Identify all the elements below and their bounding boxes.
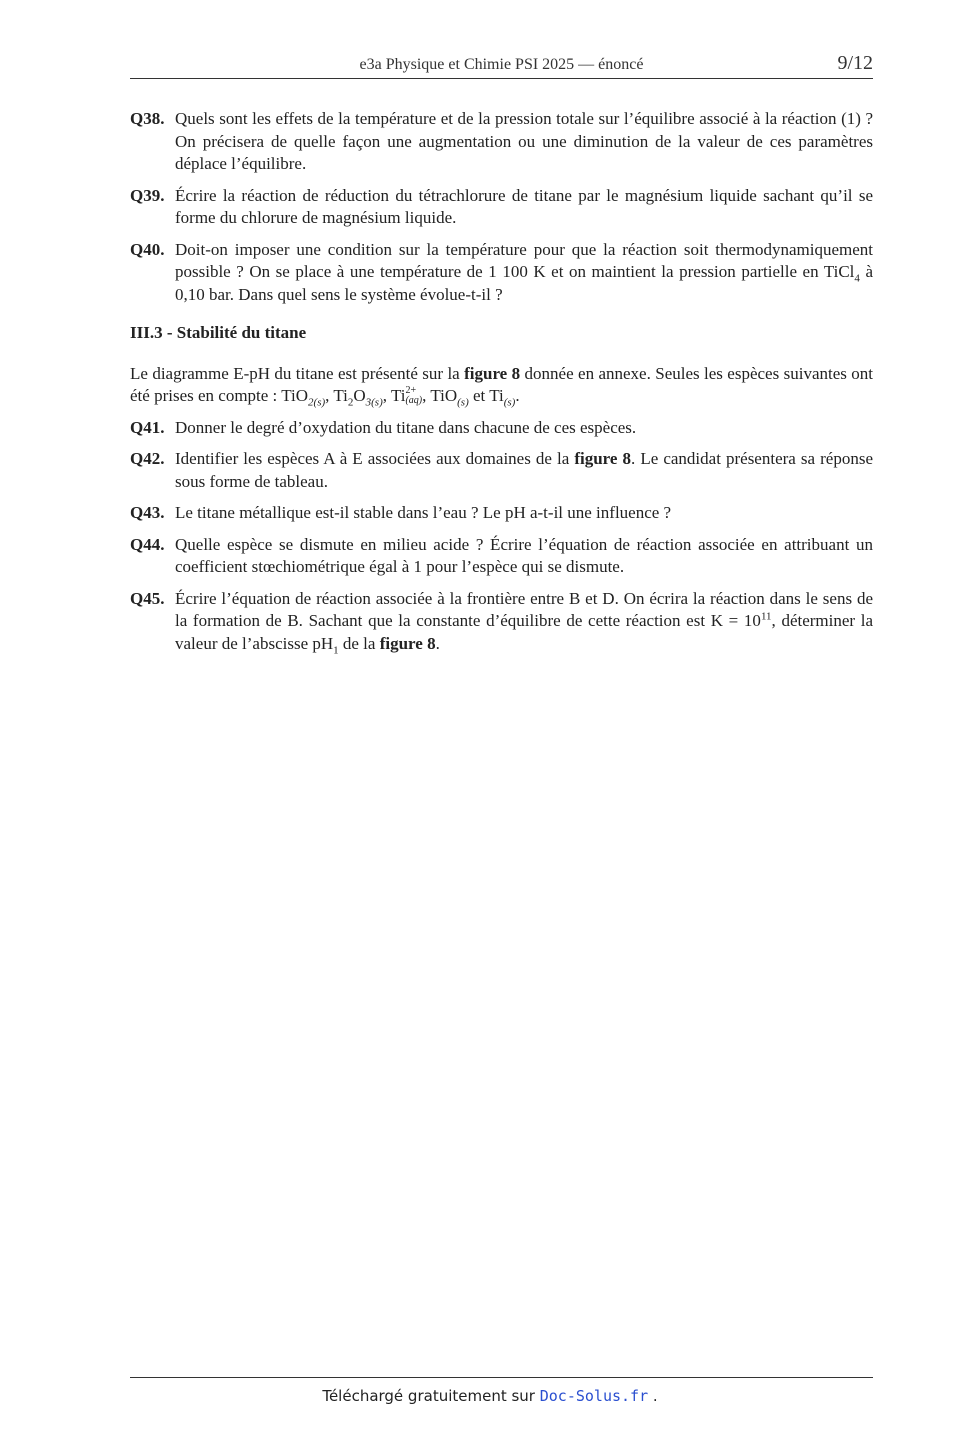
question-number: Q40. <box>130 239 165 259</box>
question-q38 <box>130 108 873 176</box>
section-intro: Le diagramme E-pH du titane est présenté sur la figure 8 donnée en annexe. Seules les espèces suivantes ont été prises en compte : TiO$_{2(s)}$, $Ti_2O_{3(s)}$, Ti 2+ (aq) , TiO$_{(s)}$ et $Ti_{(s)}$. <box>130 363 874 409</box>
page-number: 9/12 <box>837 52 873 74</box>
question-text: Quels sont les effets de la température et de la pression totale sur l’équilibre associé à la réaction (1) ? On précisera de quelle façon une augmentation ou une diminution de la valeur de ces paramètres déplace l’équilibre. <box>175 109 873 173</box>
doc-solus-link[interactable]: Doc-Solus.fr <box>539 1387 649 1405</box>
question-text: Le titane métallique est-il stable dans l’eau ? Le pH a-t-il une influence ? <box>175 503 672 522</box>
question-text: Écrire la réaction de réduction du tétrachlorure de titane par le magnésium liquide sachant qu’il se forme du chlorure de magnésium liquide. <box>175 185 873 227</box>
species-ti-aq: Ti 2+ (aq) <box>390 385 423 407</box>
species-tio2: TiO$_{2(s)}$ <box>281 386 326 409</box>
question-text: Identifier les espèces A à E associées aux domaines de la figure 8. Le candidat présentera sa réponse sous forme de tableau. <box>175 449 873 491</box>
question-q43 <box>130 502 873 525</box>
page-content <box>130 108 873 664</box>
question-number: Q38. <box>130 109 165 128</box>
question-text: Quelle espèce se dismute en milieu acide ? Écrire l’équation de réaction associée en attribuant un coefficient stœchiométrique égal à 1 pour l’espèce qui se dismute. <box>175 534 873 576</box>
footer-text: Téléchargé gratuitement sur <box>322 1387 540 1405</box>
question-number: Q45. <box>130 588 165 608</box>
question-q39 <box>130 185 873 230</box>
question-q41 <box>130 417 873 440</box>
species-ti: $Ti_{(s)}$ <box>489 386 516 409</box>
question-number: Q44. <box>130 534 165 554</box>
figure-reference: figure 8 <box>574 449 632 468</box>
question-q42 <box>130 448 873 493</box>
question-text: Écrire l’équation de réaction associée à la frontière entre B et D. On écrira la réaction dans le sens de la formation de B. Sachant que la constante d’équilibre de cette réaction est $K = 10^{11}$, déterminer la valeur de l’abscisse $pH_1$ de la figure 8. <box>175 588 874 656</box>
question-number: Q42. <box>130 449 165 468</box>
section-heading: III.3 - Stabilité du titane <box>130 323 307 342</box>
question-number: Q39. <box>130 185 165 205</box>
question-q40 <box>130 239 873 307</box>
figure-reference: figure 8 <box>464 363 521 383</box>
document-title: e3a Physique et Chimie PSI 2025 — énoncé <box>359 56 644 73</box>
figure-reference: figure 8 <box>379 633 436 653</box>
page-footer: Téléchargé gratuitement sur Doc-Solus.fr . <box>322 1387 658 1405</box>
page-header <box>130 52 873 79</box>
species-ti2o3: $Ti_2O_{3(s)}$ <box>333 386 383 409</box>
footer-divider <box>130 1377 873 1378</box>
species-tio: TiO$_{(s)}$ <box>430 386 469 409</box>
question-q45 <box>130 588 873 656</box>
question-text: Doit-on imposer une condition sur la température pour que la réaction soit thermodynamiquement possible ? On se place à une température de 1 100 K et on maintient la pression partielle en TiCl$_4$ à 0,10 bar. Dans quel sens le système évolue-t-il ? <box>175 239 873 304</box>
question-text: Donner le degré d’oxydation du titane dans chacune de ces espèces. <box>175 417 637 437</box>
question-number: Q41. <box>130 417 165 437</box>
question-number: Q43. <box>130 503 165 522</box>
question-q44 <box>130 534 873 579</box>
